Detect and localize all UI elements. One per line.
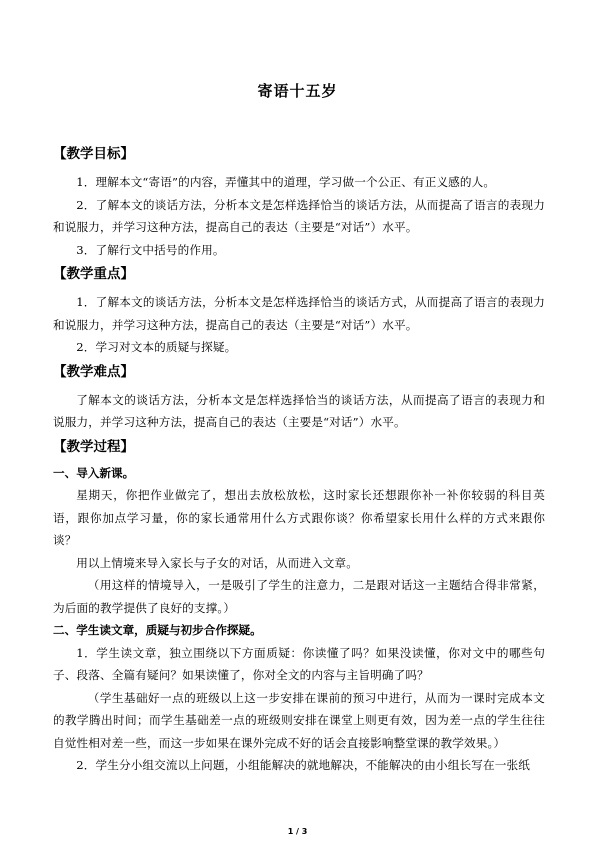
process-part2-paragraph: 2．学生分小组交流以上问题，小组能解决的就地解决，不能解决的由小组长写在一张纸 (76, 758, 530, 772)
key-point-item: 2．学习对文本的质疑与探疑。 (76, 340, 237, 354)
process-part2-paragraph: 1．学生读文章，独立围绕以下方面质疑：你读懂了吗？如果没读懂，你对文中的哪些句子、段落、全篇有疑问？如果读懂了，你对全文的内容与主旨明确了吗？ (53, 645, 545, 682)
key-point-item: 1．了解本文的谈话方法，分析本文是怎样选择恰当的谈话方式，从而提高了语言的表现力和说服力，并学习这种方法，提高自己的表达（主要是“对话”）水平。 (53, 295, 545, 332)
objective-item: 1．理解本文“寄语”的内容，弄懂其中的道理，学习做一个公正、有正义感的人。 (76, 175, 496, 189)
process-part1-paragraph: 用以上情境来导入家长与子女的对话，从而进入文章。 (76, 555, 359, 570)
difficulties-text: 了解本文的谈话方法，分析本文是怎样选择恰当的谈话方法，从而提高了语言的表现力和说服力，并学习这种方法，提高自己的表达（主要是“对话”）水平。 (53, 392, 545, 429)
objective-item: 2．了解本文的谈话方法，分析本文是怎样选择恰当的谈话方法，从而提高了语言的表现力和说服力，并学习这种方法，提高自己的表达（主要是“对话”）水平。 (53, 197, 545, 234)
process-part2-title: 二、学生读文章，质疑与初步合作探疑。 (53, 623, 262, 637)
process-heading: 【教学过程】 (53, 438, 134, 455)
objective-item: 3．了解行文中括号的作用。 (76, 242, 225, 257)
key-points-heading: 【教学重点】 (53, 266, 134, 282)
process-part1-note: （用这样的情境导入，一是吸引了学生的注意力，二是跟对话这一主题结合得非常紧，为后面的教学提供了良好的支撑。） (53, 578, 545, 615)
objectives-heading: 【教学目标】 (53, 146, 134, 162)
process-part1-paragraph: 星期天，你把作业做完了，想出去放松放松，这时家长还想跟你补一补你较弱的科目英语，跟你加点学习量，你的家长通常用什么方式跟你谈？你希望家长用什么样的方式来跟你谈？ (53, 488, 545, 547)
document-title: 寄语十五岁 (257, 82, 338, 100)
process-part1-title: 一、导入新课。 (53, 465, 135, 480)
page-number: 1 / 3 (287, 827, 308, 836)
process-part2-note: （学生基础好一点的班级以上这一步安排在课前的预习中进行，从而为一课时完成本文的教学腾出时间；而学生基础差一点的班级则安排在课堂上则更有效，因为差一点的学生往往自觉性相对差一些，而这一步如果在课外完成不好的话会直接影响整堂课的教学效果。） (53, 690, 545, 750)
difficulties-heading: 【教学难点】 (53, 363, 134, 380)
document-body (53, 143, 545, 777)
